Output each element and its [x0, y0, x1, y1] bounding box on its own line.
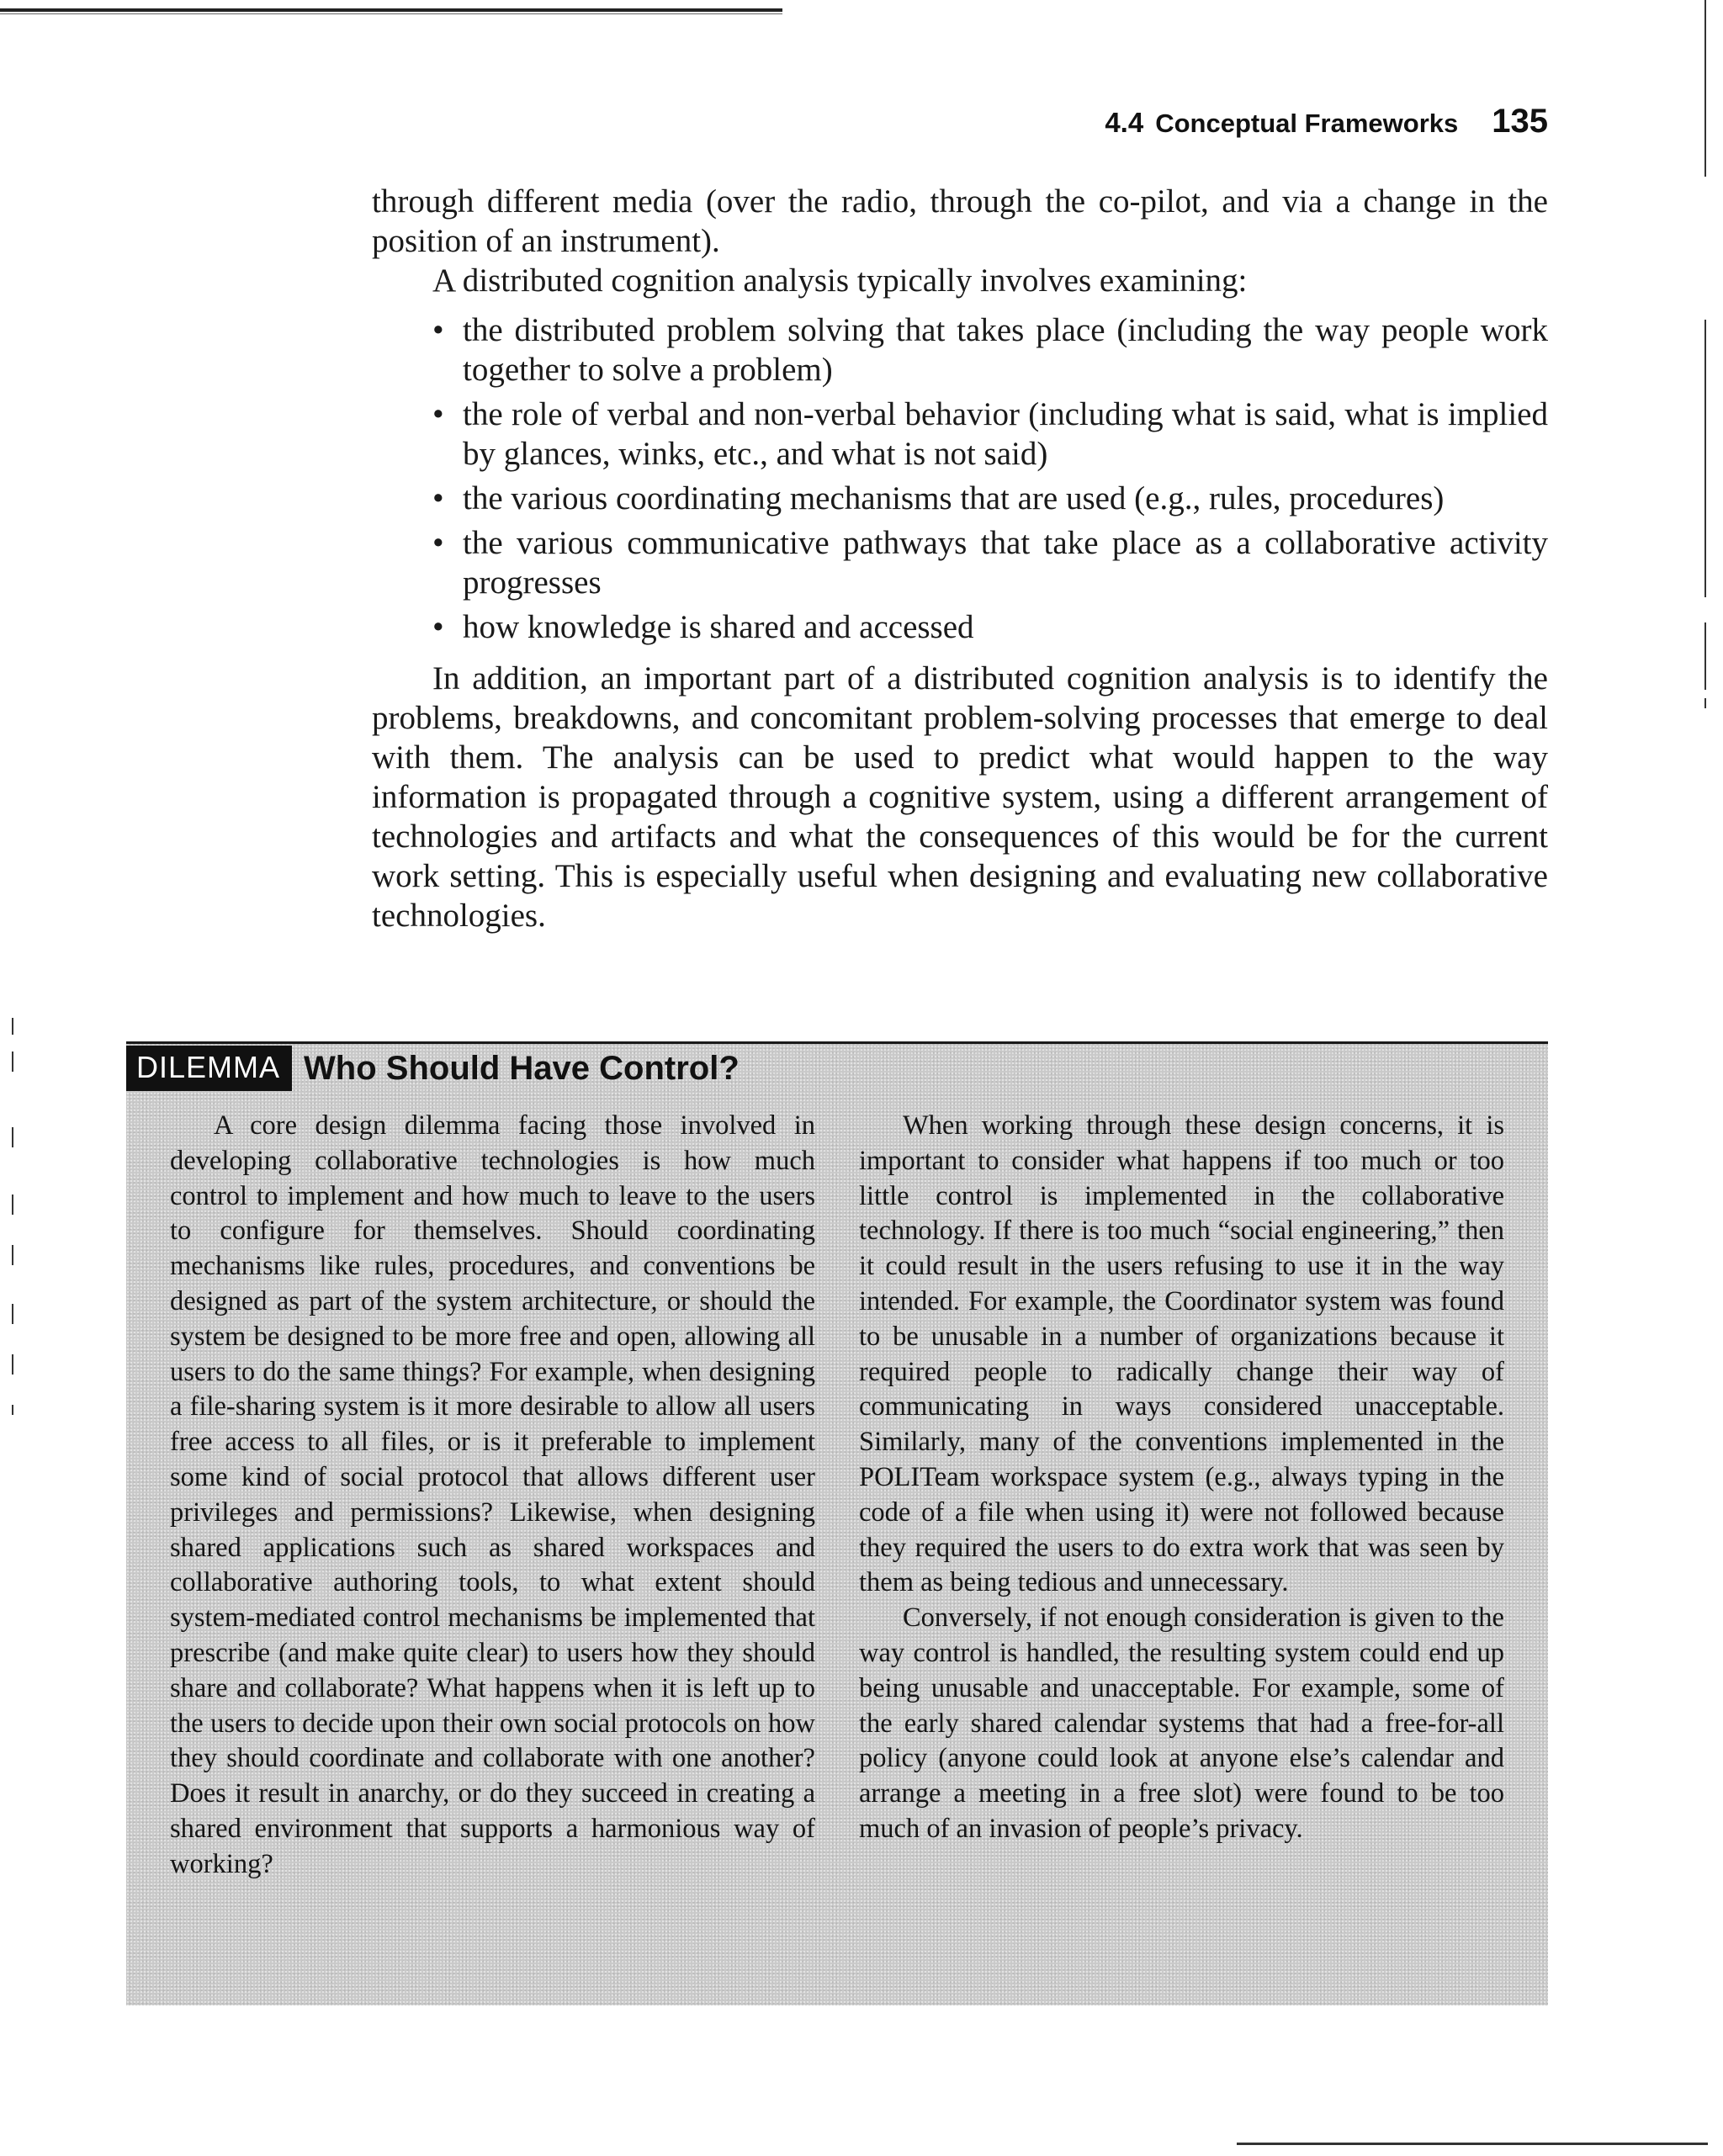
left-margin-mark	[12, 1405, 13, 1415]
dilemma-right-column	[859, 1109, 1504, 1883]
dilemma-columns	[170, 1109, 1504, 1883]
bullet-icon: •	[432, 525, 444, 561]
left-margin-mark	[12, 1245, 13, 1265]
addition-paragraph: In addition, an important part of a distributed cognition analysis is to identify the problems, breakdowns, and concomitant problem-solving processes that emerge to deal with them. The analysis can be used to predict what would happen to the way information is propagated through a cognitive system, using a different arrangement of technologies and artifacts and what the consequences of this would be for the current work setting. This is especially useful when designing and evaluating new collaborative technologies.	[372, 660, 1548, 934]
list-item-text: the role of verbal and non-verbal behavior (including what is said, what is implied by glances, winks, etc., and what is not said)	[463, 396, 1548, 472]
left-margin-mark	[12, 1127, 13, 1147]
running-head	[1105, 103, 1548, 140]
bullet-list	[372, 310, 1548, 647]
list-item-text: the distributed problem solving that takes place (including the way people work together to solve a problem)	[463, 312, 1548, 388]
intro-paragraph: through different media (over the radio, through the co-pilot, and via a change in the position of an instrument).	[372, 183, 1548, 259]
dilemma-right-paragraph-1: When working through these design concerns, it is important to consider what happens if too much or too little control is implemented in the collaborative technology. If there is too much “social engineering,” then it could result in the users refusing to use it in the way intended. For example, the Coordinator system was found to be unusable in a number of organizations because it required people to radically change their way of communicating in ways considered unacceptable. Similarly, many of the conventions implemented in the POLITeam workspace system (e.g., always typing in the code of a file when using it) were not followed because they required the users to do extra work that was seen by them as being tedious and unnecessary.	[859, 1110, 1504, 1598]
body-text	[372, 182, 1548, 935]
list-item	[432, 607, 1548, 647]
left-margin-mark	[12, 1195, 13, 1215]
left-margin-mark	[12, 1052, 13, 1072]
list-item	[432, 523, 1548, 602]
list-item-text: how knowledge is shared and accessed	[463, 609, 974, 645]
dilemma-tag: DILEMMA	[126, 1046, 292, 1091]
dilemma-title: Who Should Have Control?	[304, 1050, 740, 1087]
dilemma-header	[126, 1045, 740, 1092]
list-item	[432, 479, 1548, 518]
left-margin-mark	[12, 1018, 13, 1035]
top-rule	[0, 8, 782, 12]
bottom-rule	[1237, 2143, 1708, 2145]
list-item	[432, 310, 1548, 389]
section-title: Conceptual Frameworks	[1155, 109, 1459, 138]
list-item-text: the various coordinating mechanisms that are used (e.g., rules, procedures)	[463, 480, 1445, 516]
dilemma-left-paragraph: A core design dilemma facing those involved in developing collaborative technologies is how much control to implement and how much to leave to the users to configure for themselves. Should coordinating mechanisms like rules, procedures, and conventions be designed as part of the system architecture, or should the system be designed to be more free and open, allowing all users to do the same things? For example, when designing a file-sharing system is it more desirable to allow all users free access to all files, or is it preferable to implement some kind of social protocol that allows different user privileges and permissions? Likewise, when designing shared applications such as shared workspaces and collaborative authoring tools, to what extent should system-mediated control mechanisms be implemented that prescribe (and make quite clear) to users how they should share and collaborate? What happens when it is left up to the users to decide upon their own social protocols on how they should coordinate and collaborate with one another? Does it result in anarchy, or do they succeed in creating a shared environment that supports a harmonious way of working?	[170, 1110, 815, 1879]
dilemma-right-paragraph-2: Conversely, if not enough consideration is given to the way control is handled, the resulting system could end up being unusable and unacceptable. For example, some of the early shared calendar systems that had a free-for-all policy (anyone could look at anyone else’s calendar and arrange a meeting in a free slot) were found to be too much of an invasion of people’s privacy.	[859, 1602, 1504, 1844]
left-margin-mark	[12, 1304, 13, 1324]
right-margin-mark	[1704, 698, 1706, 708]
section-number: 4.4	[1105, 107, 1144, 138]
dilemma-left-column	[170, 1109, 815, 1883]
bullet-icon: •	[432, 609, 444, 645]
page-number: 135	[1492, 103, 1548, 140]
dilemma-rule	[126, 1041, 1548, 1044]
right-margin-mark	[1704, 622, 1706, 690]
list-item-text: the various communicative pathways that take place as a collaborative activity progresses	[463, 525, 1548, 601]
bullet-icon: •	[432, 312, 444, 348]
list-item	[432, 395, 1548, 474]
dilemma-box	[126, 1041, 1548, 2005]
left-margin-mark	[12, 1354, 13, 1375]
right-margin-mark	[1704, 320, 1706, 597]
list-intro: A distributed cognition analysis typically involves examining:	[432, 262, 1248, 299]
bullet-icon: •	[432, 396, 444, 432]
bullet-icon: •	[432, 480, 444, 516]
right-margin-mark	[1704, 0, 1706, 177]
top-rule-thin	[0, 13, 782, 14]
